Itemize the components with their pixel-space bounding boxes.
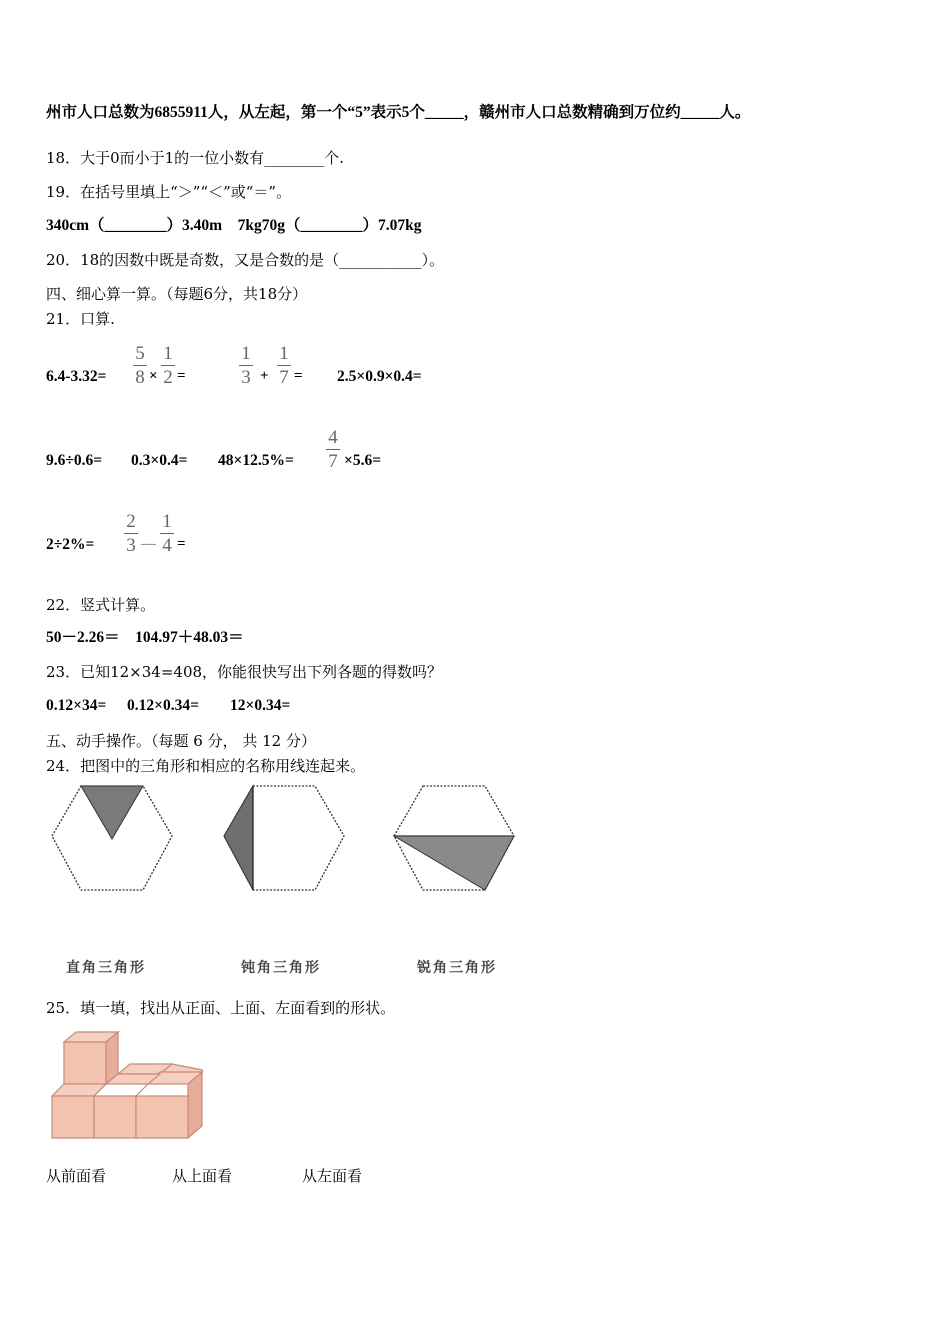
- question-22-items: 50－2.26＝ 104.97＋48.03＝: [46, 629, 244, 646]
- question-19-items: 340cm（________）3.40m 7kg70g（________）7.07kg: [46, 217, 422, 234]
- question-21: 21．口算.: [46, 310, 115, 328]
- section-5-heading: 五、动手操作。（每题 6 分， 共 12 分）: [46, 732, 316, 750]
- hexagon-acute-triangle-figure: [388, 780, 518, 896]
- question-20: 20．18的因数中既是奇数，又是合数的是（___________）。: [46, 251, 445, 269]
- fraction-numerator: 2: [126, 511, 136, 532]
- fraction-denominator: 2: [163, 367, 173, 388]
- hexagon-right-triangle-figure: [48, 780, 178, 896]
- minus-operator: —: [141, 536, 156, 552]
- fraction-bar: [133, 365, 147, 366]
- section-4-heading: 四、细心算一算。（每题6分，共18分）: [46, 285, 308, 303]
- question-17-tail: 州市人口总数为6855911人，从左起，第一个“5”表示5个_____，赣州市人口总数精确到万位约_____人。: [46, 104, 751, 121]
- fraction-bar: [124, 533, 138, 534]
- fraction-bar: [326, 449, 340, 450]
- fraction-1-7: [277, 343, 291, 388]
- fraction-1-2: [161, 343, 175, 388]
- times-operator: ×: [149, 368, 158, 384]
- calc-0.12x34: 0.12×34=: [46, 697, 107, 714]
- fraction-numerator: 1: [241, 343, 251, 364]
- question-23: 23．已知12×34=408，你能很快写出下列各题的得数吗？: [46, 663, 443, 681]
- question-25: 25．填一填，找出从正面、上面、左面看到的形状。: [46, 999, 396, 1017]
- fraction-bar: [160, 533, 174, 534]
- fraction-1-4: [160, 511, 174, 556]
- calc-2-div-2pct: 2÷2%=: [46, 536, 95, 553]
- calc-0.12x0.34: 0.12×0.34=: [127, 697, 199, 714]
- question-24: 24．把图中的三角形和相应的名称用线连起来。: [46, 757, 366, 775]
- calc-0.3x0.4: 0.3×0.4=: [131, 452, 188, 469]
- fraction-numerator: 5: [135, 343, 145, 364]
- fraction-bar: [239, 365, 253, 366]
- calc-9.6-div-0.6: 9.6÷0.6=: [46, 452, 103, 469]
- question-19: 19．在括号里填上“＞”“＜”或“＝”。: [46, 183, 292, 201]
- view-label-front: 从前面看: [46, 1167, 107, 1185]
- calc-2.5x0.9x0.4: 2.5×0.9×0.4=: [337, 368, 422, 385]
- fraction-numerator: 1: [163, 343, 173, 364]
- fraction-4-7: [326, 427, 340, 472]
- plus-operator: +: [260, 368, 269, 384]
- equals-sign: =: [177, 536, 186, 552]
- fraction-denominator: 4: [162, 535, 172, 556]
- question-22: 22．竖式计算。: [46, 596, 156, 614]
- view-label-left: 从左面看: [302, 1167, 363, 1185]
- times-5.6: ×5.6=: [344, 452, 382, 469]
- calc-48x12.5pct: 48×12.5%=: [218, 452, 294, 469]
- fraction-2-3: [124, 511, 138, 556]
- fraction-denominator: 3: [241, 367, 251, 388]
- fraction-bar: [161, 365, 175, 366]
- fraction-1-3: [239, 343, 253, 388]
- label-acute-triangle: 锐角三角形: [417, 960, 497, 976]
- hexagon-obtuse-triangle-figure: [218, 780, 348, 896]
- fraction-5-8: [133, 343, 147, 388]
- equals-sign: =: [294, 368, 303, 384]
- question-18: 18．大于0而小于1的一位小数有________个.: [46, 149, 344, 167]
- fraction-denominator: 7: [279, 367, 289, 388]
- fraction-numerator: 4: [328, 427, 338, 448]
- fraction-denominator: 3: [126, 535, 136, 556]
- calc-12x0.34: 12×0.34=: [230, 697, 291, 714]
- fraction-bar: [277, 365, 291, 366]
- label-obtuse-triangle: 钝角三角形: [241, 960, 321, 976]
- fraction-denominator: 7: [328, 451, 338, 472]
- cube-stack-figure: [48, 1030, 208, 1144]
- fraction-numerator: 1: [162, 511, 172, 532]
- equals-sign: =: [177, 368, 186, 384]
- label-right-triangle: 直角三角形: [66, 960, 146, 976]
- view-label-top: 从上面看: [172, 1167, 233, 1185]
- fraction-numerator: 1: [279, 343, 289, 364]
- calc-6.4-3.32: 6.4-3.32=: [46, 368, 107, 385]
- fraction-denominator: 8: [135, 367, 145, 388]
